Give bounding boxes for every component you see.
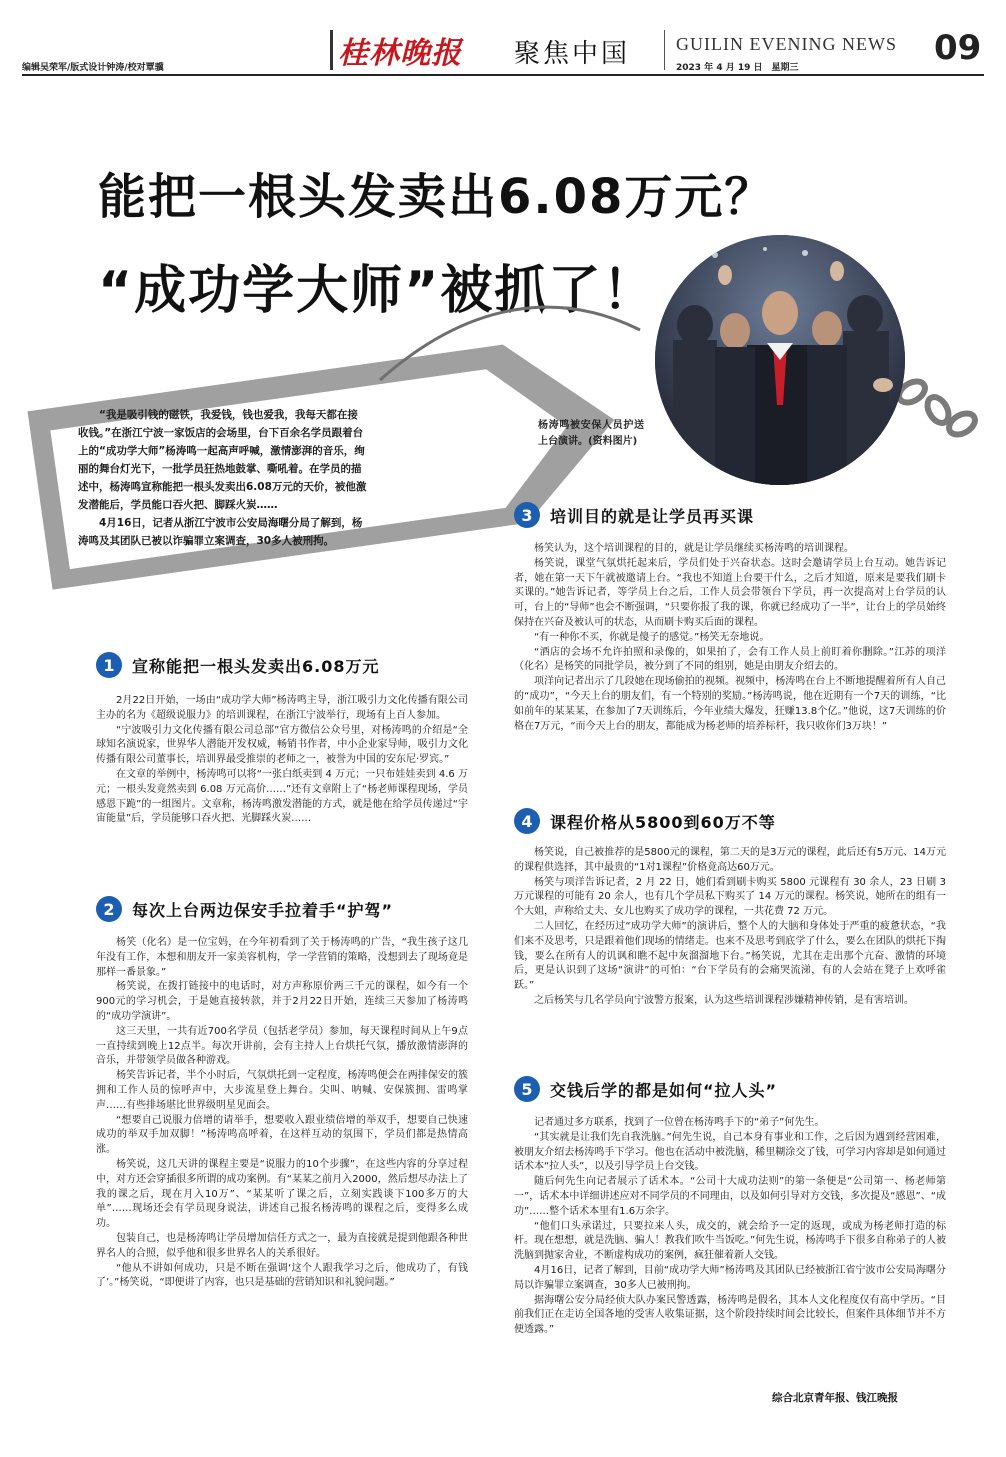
- lead-paragraph-1: “我是吸引钱的磁铁，我爱钱，钱也爱我，我每天都在接收钱。”在浙江宁波一家饭店的会场里，台下百余名学员跟着台上的“成功学大师”杨涛鸣一起高声呼喊，激情澎湃的音乐，绚丽的舞台灯光下，一批学员狂热地鼓掌、嘶吼着。在学员的描述中，杨涛鸣宣称能把一根头发卖出6.08万元的天价，被他激发潜能后，学员能口吞火把、脚踩火炭……: [78, 409, 367, 511]
- headline-line-2: “成功学大师”被抓了！: [98, 261, 657, 321]
- paragraph: 记者通过多方联系，找到了一位曾在杨涛鸣手下的“弟子”何先生。: [534, 1117, 825, 1128]
- section-2-body: [96, 936, 468, 1291]
- chain-icon: [895, 377, 978, 439]
- masthead-divider: [330, 30, 333, 70]
- section-title: 宣称能把一根头发卖出6.08万元: [132, 656, 380, 676]
- section-number-badge: 5: [514, 1076, 540, 1102]
- paragraph: 2月22日开始，一场由“成功学大师”杨涛鸣主导，浙江吸引力文化传播有限公司主办的名为《超级说服力》的培训课程，在浙江宁波举行，现场有上百人参加。: [96, 695, 468, 721]
- paragraph: 杨笑（化名）是一位宝妈，在今年初看到了关于杨涛鸣的广告，“我生孩子这几年没有工作，本想和朋友开一家美容机构，学一学营销的策略，没想到去了现场竟是那样一番景象。”: [96, 937, 468, 978]
- section-5-body: [514, 1116, 946, 1338]
- section-4-heading: [514, 808, 776, 834]
- paper-logo: 桂林晚报: [338, 36, 462, 71]
- section-1-body: [96, 694, 468, 827]
- paragraph: 杨笑与项洋告诉记者，2 月 22 日，她们看到刷卡购买 5800 元课程有 30 余人，23 日刷 3 万元课程的可能有 20 余人，也有几个学员私下购买了 14 万元的课程。杨笑说，她所在的组有一个大姐，声称给丈夫、女儿也购买了成功学的课程，一共花费 72 万元。: [514, 876, 946, 918]
- editor-credits: 编辑吴荣军/版式设计钟涛/校对覃骥: [22, 63, 164, 73]
- paragraph: “有一种你不买，你就是傻子的感觉。”杨笑无奈地说。: [534, 631, 770, 643]
- paragraph: 二人回忆，在经历过“成功学大师”的演讲后，整个人的大脑和身体处于严重的疲惫状态，“我们来不及思考，只是跟着他们现场的情绪走。也来不及思考到底学了什么，要么在团队的烘托下掏钱，要么在所有人的讥讽和瞧不起中灰溜溜地下台。”杨笑说，尤其在走出那个亢奋、激情的环境后，更是认识到了这场“演讲”的可怕：“台下学员有的会痛哭流涕，有的人会站在凳子上欢呼雀跃。”: [514, 920, 946, 992]
- paragraph: “他从不讲如何成功，只是不断在强调‘这个人跟我学习之后，他成功了，有钱了’。”杨笑说，“即便讲了内容，也只是基础的营销知识和礼貌问题。”: [96, 1262, 468, 1289]
- paragraph: 随后何先生向记者展示了话术本。“公司十大成功法则”的第一条便是“公司第一、杨老师第一”，话术本中详细讲述应对不同学员的不同理由，以及如何引导对方交钱，多次提及“感恩”、“成功”……整个话术本里有1.6万余字。: [514, 1176, 946, 1217]
- paragraph: 杨笑说，课堂气氛烘托起来后，学员们处于兴奋状态。这时会邀请学员上台互动。她告诉记者，她在第一天下午就被邀请上台。“我也不知道上台要干什么，之后才知道，原来是要我们刷卡买课的。”她告诉记者，等学员上台之后，工作人员会带领台下学员，再一次提高对上台学员的认可，台上的“导师”也会不断强调，“只要你报了我的课，你就已经成功了一半”，让台上的学员始终保持在兴奋及被认可的状态，从而刷卡购买后面的课程。: [514, 557, 946, 628]
- paragraph: 据海曙公安分局经侦大队办案民警透露，杨涛鸣是假名，其本人文化程度仅有高中学历。“目前我们正在走访全国各地的受害人收集证据，这个阶段持续时间会比较长，但案件具体细节并不方便透露。”: [514, 1294, 946, 1336]
- paragraph: 包装自己，也是杨涛鸣让学员增加信任方式之一，最为直接就是提到他跟各种世界名人的合照，似乎他和很多世界名人的关系很好。: [96, 1232, 468, 1259]
- paragraph: 杨笑告诉记者，半个小时后，气氛烘托到一定程度，杨涛鸣便会在两排保安的簇拥和工作人员的惊呼声中，大步流星登上舞台。尖叫、呐喊、安保簇拥、雷鸣掌声……有些排场堪比世界级明星见面会。: [96, 1070, 468, 1111]
- headline-line-1: 能把一根头发卖出6.08万元？: [98, 169, 775, 225]
- paragraph: 杨笑认为，这个培训课程的目的，就是让学员继续买杨涛鸣的培训课程。: [534, 543, 854, 554]
- masthead-rule: [22, 74, 984, 76]
- section-1-heading: [96, 652, 379, 678]
- section-title: 课程价格从5800到60万不等: [550, 812, 776, 832]
- paragraph: 在文章的举例中，杨涛鸣可以将“一张白纸卖到 4 万元；一只布娃娃卖到 4.6 万元；一根头发竟然卖到 6.08 万元高价……”还有文章附上了“杨老师课程现场，学员感恩下跪”的一组图片。文章称，杨涛鸣激发潜能的方式，就是他在给学员传递过“宇宙能量”后，学员能够口吞火把、光脚踩火炭……: [96, 768, 468, 825]
- paragraph: “其实就是让我们先自我洗脑。”何先生说，自己本身有事业和工作，之后因为遇到经营困难，被朋友介绍去杨涛鸣手下学习。他也在活动中被洗脑，稀里糊涂交了钱，可学习内容却是如何通过话术本“拉人头”，以及引导学员上台交钱。: [514, 1131, 946, 1173]
- issue-date: 2023 年 4 月 19 日 星期三: [676, 63, 799, 73]
- section-2-heading: [96, 896, 393, 922]
- paragraph: 这三天里，一共有近700名学员（包括老学员）参加，每天课程时间从上午9点一直持续到晚上12点半。每次开讲前，会有主持人上台烘托气氛，播放激情澎湃的音乐，并带领学员做各种游戏。: [96, 1025, 468, 1067]
- paragraph: 项洋向记者出示了几段她在现场偷拍的视频。视频中，杨涛鸣在台上不断地提醒着所有人自己的“成功”，“今天上台的朋友们，有一个特别的奖励。”杨涛鸣说，他在近期有一个7天的训练，“比如前年的某某某，在参加了7天训练后，今年业绩大爆发，狂赚13.8个亿。”他说，这7天训练的价格在7万元，“而今天上台的朋友，都能成为杨老师的培养标杆，我只收你们3万块！”: [514, 676, 946, 732]
- source-credit: 综合北京青年报、钱江晚报: [772, 1392, 898, 1404]
- section-4-body: [514, 846, 946, 1009]
- section-3-body: [514, 542, 946, 734]
- section-number-badge: 1: [96, 652, 122, 678]
- paragraph: 杨笑说，自己被推荐的是5800元的课程，第二天的是3万元的课程，此后还有5万元、14万元的课程供选择，其中最贵的“1对1课程”价格竟高达60万元。: [514, 847, 946, 873]
- masthead-thin-divider: [664, 30, 665, 70]
- section-title: 培训目的就是让学员再买课: [550, 506, 755, 526]
- paragraph: 4月16日，记者了解到，目前“成功学大师”杨涛鸣及其团队已经被浙江省宁波市公安局海曙分局以诈骗罪立案调查，30多人已被刑拘。: [514, 1264, 946, 1291]
- lead-text: [78, 406, 368, 550]
- section-title: 交钱后学的都是如何“拉人头”: [550, 1080, 778, 1100]
- paragraph: “他们口头承诺过，只要拉来人头，成交的，就会给予一定的返现，或成为杨老师打造的标杆。现在想想，就是洗脑、骗人！教我们吹牛当饭吃。”何先生说，杨涛鸣手下很多自称弟子的人被洗脑到抛家舍业，不断虚构成功的案例，疯狂催着新人交钱。: [514, 1220, 946, 1262]
- paragraph: 杨笑说，在拨打链接中的电话时，对方声称原价两三千元的课程，如今有一个900元的学习机会，于是她直接转款，并于2月22日开始，连续三天参加了杨涛鸣的“成功学演讲”。: [96, 981, 468, 1022]
- masthead: [0, 0, 1006, 78]
- section-number-badge: 3: [514, 502, 540, 528]
- page-number: 09: [934, 28, 982, 68]
- section-name: 聚焦中国: [514, 39, 631, 69]
- paragraph: 杨笑说，这几天讲的课程主要是“说服力的10个步骤”，在这些内容的分享过程中，对方还会穿插很多所谓的成功案例。有“某某之前月入2000，然后想尽办法上了我的课之后，现在月入10万”、“某某听了课之后，立刻实践谈下100多万的大单”……现场还会有学员现身说法，讲述自己报名杨涛鸣的课程之后，变得多么成功。: [96, 1158, 468, 1230]
- section-3-heading: [514, 502, 754, 528]
- lead-paragraph-2: 4月16日，记者从浙江宁波市公安局海曙分局了解到，杨涛鸣及其团队已被以诈骗罪立案调查，30多人被刑拘。: [78, 517, 363, 547]
- event-photo: [655, 235, 905, 485]
- section-number-badge: 2: [96, 896, 122, 922]
- photo-illustration: [655, 235, 905, 485]
- section-title: 每次上台两边保安手拉着手“护驾”: [132, 900, 394, 920]
- english-paper-name: GUILIN EVENING NEWS: [676, 34, 897, 54]
- paragraph: 之后杨笑与几名学员向宁波警方报案，认为这些培训课程涉嫌精神传销，是有害培训。: [534, 994, 914, 1006]
- photo-caption: 杨涛鸣被安保人员护送上台演讲。(资料图片): [538, 420, 644, 447]
- section-5-heading: [514, 1076, 777, 1102]
- paragraph: “宁波吸引力文化传播有限公司总部”官方微信公众号里，对杨涛鸣的介绍是“全球知名演说家，世界华人潜能开发权威，畅销书作者，中小企业家导师，吸引力文化传播有限公司董事长，培训界最受推崇的老师之一，被誉为中国的安东尼·罗宾。”: [96, 724, 468, 766]
- paragraph: “想要自己说服力倍增的请举手，想要收入跟业绩倍增的举双手，想要自己快速成功的举双手加双脚！”杨涛鸣高呼着，在这样互动的氛围下，学员们都是热情高涨。: [96, 1114, 468, 1156]
- paragraph: “酒店的会场不允许拍照和录像的，如果拍了，会有工作人员上前盯着你删除。”江苏的项洋（化名）是杨笑的同批学员，被分到了不同的组别，她是由朋友介绍去的。: [514, 646, 946, 673]
- section-number-badge: 4: [514, 808, 540, 834]
